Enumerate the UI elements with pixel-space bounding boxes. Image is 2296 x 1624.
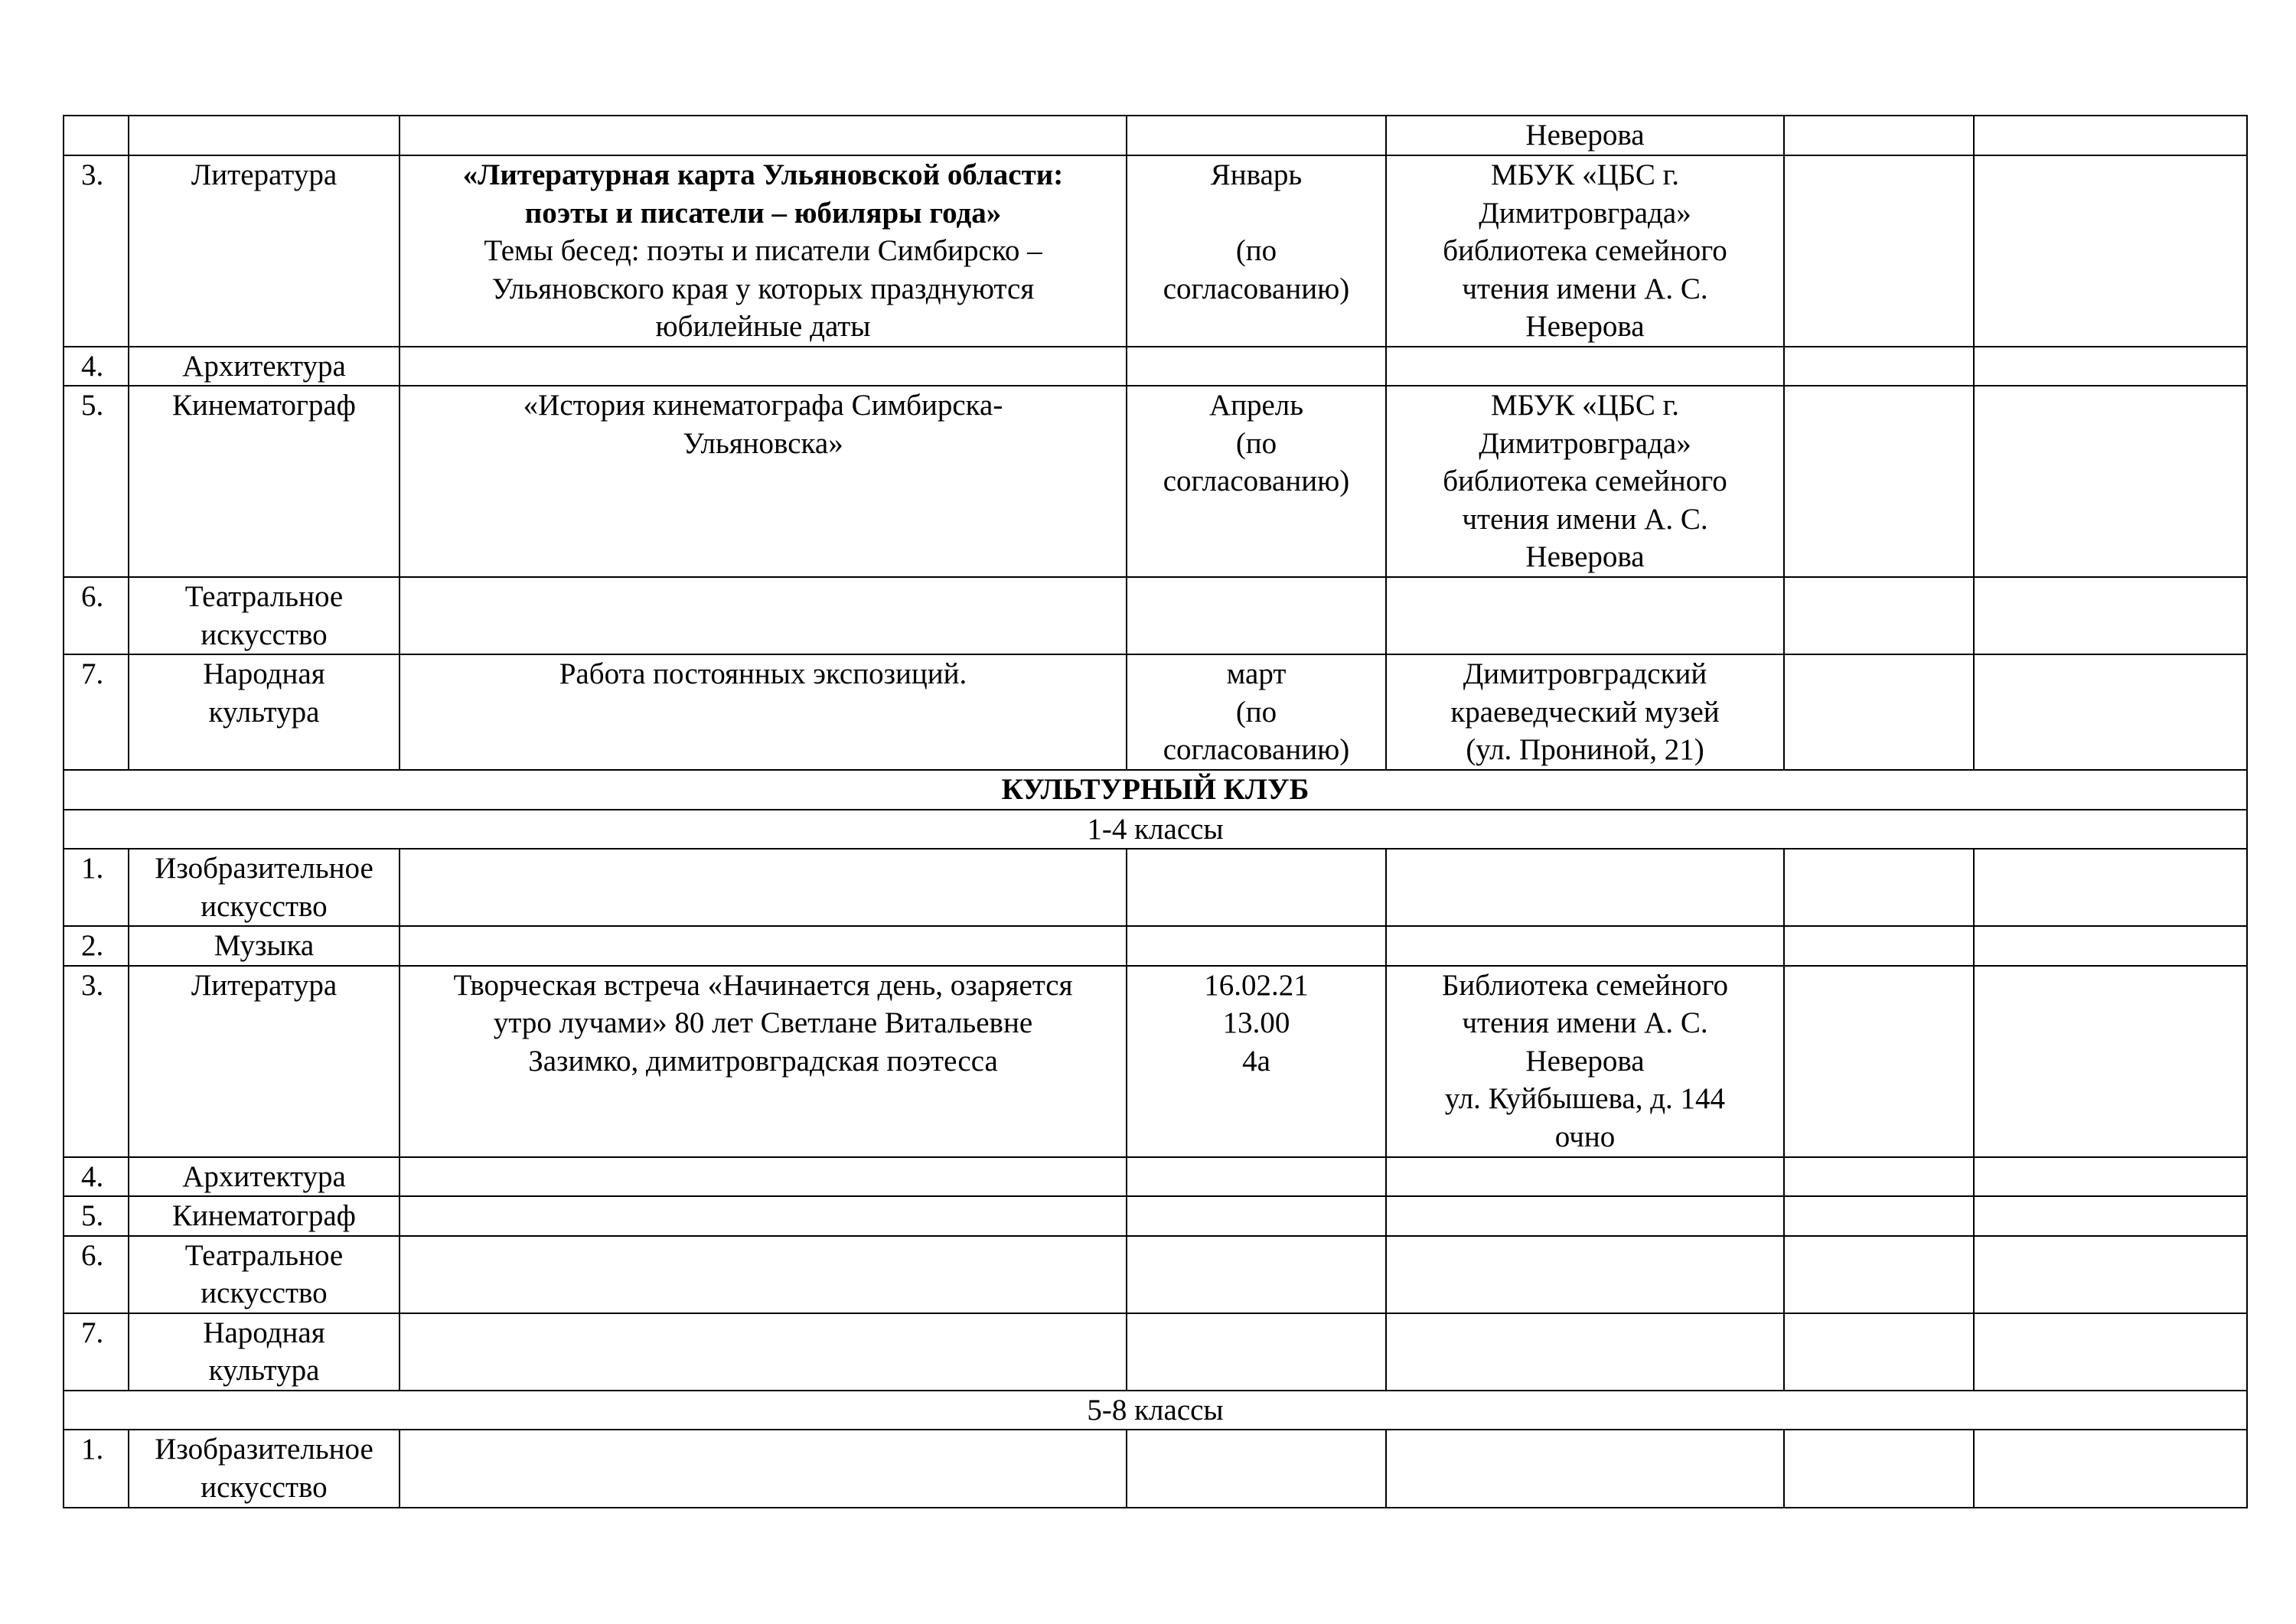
extra-cell-2 <box>1974 1236 2247 1313</box>
extra-cell-2 <box>1974 577 2247 654</box>
subject-line: Архитектура <box>182 1159 346 1193</box>
subject-line: искусство <box>201 1470 328 1504</box>
venue-line: очно <box>1554 1120 1616 1153</box>
venue-cell <box>1386 966 1784 1157</box>
subject-cell <box>129 849 400 926</box>
table-row <box>64 966 2247 1157</box>
subject-line: искусство <box>201 889 328 923</box>
table-row <box>64 577 2247 654</box>
event-cell <box>400 926 1127 966</box>
document-page <box>63 115 2246 1508</box>
extra-cell-2 <box>1974 1313 2247 1391</box>
date-cell <box>1127 347 1386 386</box>
venue-cell <box>1386 1313 1784 1391</box>
event-cell <box>400 577 1127 654</box>
events-plan-table <box>63 115 2248 1508</box>
date-line: (по <box>1235 426 1277 460</box>
event-cell <box>400 386 1127 577</box>
section-heading: КУЛЬТУРНЫЙ КЛУБ <box>64 770 2247 810</box>
event-cell <box>400 1313 1127 1391</box>
extra-cell-2 <box>1974 347 2247 386</box>
row-number-cell: 2. <box>64 926 129 966</box>
table-row <box>64 770 2247 810</box>
venue-line: Димитровграда» <box>1479 196 1691 230</box>
venue-cell <box>1386 386 1784 577</box>
venue-cell <box>1386 1236 1784 1313</box>
venue-line: МБУК «ЦБС г. <box>1491 389 1679 422</box>
row-number-cell: 5. <box>64 386 129 577</box>
venue-line: Димитровградский <box>1463 657 1707 690</box>
row-number-cell: 1. <box>64 1430 129 1508</box>
date-line: согласованию) <box>1163 272 1350 305</box>
subject-line: Театральное <box>184 1238 344 1272</box>
event-cell <box>400 155 1127 347</box>
table-row <box>64 1430 2247 1508</box>
venue-line: МБУК «ЦБС г. <box>1491 158 1679 191</box>
event-description-line: Зазимко, димитровградская поэтесса <box>528 1044 998 1078</box>
venue-line: (ул. Прониной, 21) <box>1466 733 1704 766</box>
subject-cell <box>129 654 400 770</box>
date-line: март <box>1226 657 1287 690</box>
date-line <box>1132 194 1381 233</box>
date-line: согласованию) <box>1163 465 1350 497</box>
extra-cell-2 <box>1974 1430 2247 1508</box>
date-cell <box>1127 155 1386 347</box>
extra-cell-2 <box>1974 386 2247 577</box>
date-cell <box>1127 1236 1386 1313</box>
subject-cell <box>129 926 400 966</box>
event-cell <box>400 1236 1127 1313</box>
date-line: (по <box>1235 234 1277 267</box>
row-number-cell: 5. <box>64 1196 129 1236</box>
date-line: 16.02.21 <box>1204 968 1309 1002</box>
venue-line: библиотека семейного <box>1443 234 1727 267</box>
row-number-cell: 7. <box>64 1313 129 1391</box>
subject-line: культура <box>208 695 320 729</box>
event-description-line: Творческая встреча «Начинается день, озаряется <box>453 968 1073 1002</box>
extra-cell-1 <box>1784 116 1974 155</box>
table-row <box>64 926 2247 966</box>
table-row <box>64 386 2247 577</box>
event-title-line: «Литературная карта Ульяновской области: <box>462 158 1064 191</box>
extra-cell-1 <box>1784 577 1974 654</box>
extra-cell-2 <box>1974 966 2247 1157</box>
date-cell <box>1127 577 1386 654</box>
venue-cell <box>1386 1430 1784 1508</box>
event-description-line: юбилейные даты <box>655 310 871 343</box>
subsection-heading: 1-4 классы <box>64 810 2247 850</box>
date-cell <box>1127 386 1386 577</box>
extra-cell-1 <box>1784 1157 1974 1197</box>
subject-line: Кинематограф <box>172 1199 356 1232</box>
extra-cell-1 <box>1784 966 1974 1157</box>
venue-line: библиотека семейного <box>1443 465 1727 497</box>
extra-cell-1 <box>1784 849 1974 926</box>
extra-cell-1 <box>1784 386 1974 577</box>
date-line: Апрель <box>1208 389 1304 422</box>
date-cell <box>1127 966 1386 1157</box>
date-cell <box>1127 1196 1386 1236</box>
extra-cell-2 <box>1974 849 2247 926</box>
table-row <box>64 116 2247 155</box>
table-row <box>64 1157 2247 1197</box>
subject-cell <box>129 1313 400 1391</box>
event-description-line: Работа постоянных экспозиций. <box>559 657 967 690</box>
venue-line: Неверова <box>1525 310 1645 343</box>
date-cell <box>1127 1157 1386 1197</box>
venue-line: Неверова <box>1525 1044 1645 1078</box>
extra-cell-1 <box>1784 654 1974 770</box>
date-cell <box>1127 849 1386 926</box>
extra-cell-2 <box>1974 654 2247 770</box>
event-description-line: утро лучами» 80 лет Светлане Витальевне <box>493 1006 1033 1039</box>
event-cell <box>400 347 1127 386</box>
subject-cell <box>129 386 400 577</box>
venue-cell <box>1386 577 1784 654</box>
extra-cell-1 <box>1784 1196 1974 1236</box>
venue-cell <box>1386 155 1784 347</box>
subject-cell <box>129 1430 400 1508</box>
date-line: (по <box>1235 695 1277 729</box>
table-row <box>64 1313 2247 1391</box>
extra-cell-1 <box>1784 1236 1974 1313</box>
extra-cell-2 <box>1974 926 2247 966</box>
venue-line: ул. Куйбышева, д. 144 <box>1444 1082 1726 1115</box>
table-row <box>64 155 2247 347</box>
subject-line: Архитектура <box>182 349 346 383</box>
table-row <box>64 654 2247 770</box>
venue-line: Библиотека семейного <box>1441 968 1729 1002</box>
subject-cell <box>129 577 400 654</box>
extra-cell-1 <box>1784 1430 1974 1508</box>
row-number-cell: 7. <box>64 654 129 770</box>
subject-line: Литература <box>191 968 338 1002</box>
subject-line: искусство <box>201 618 328 651</box>
event-description-line: «История кинематографа Симбирска- <box>523 389 1003 422</box>
table-row <box>64 1391 2247 1430</box>
subject-cell <box>129 1236 400 1313</box>
row-number-cell: 6. <box>64 577 129 654</box>
event-cell <box>400 1157 1127 1197</box>
events-plan-table-body <box>64 116 2247 1508</box>
event-description-line: Ульяновского края у которых празднуются <box>491 272 1035 305</box>
event-cell <box>400 1430 1127 1508</box>
row-number-cell: 3. <box>64 155 129 347</box>
event-description-line: Ульяновска» <box>683 426 843 460</box>
table-row <box>64 810 2247 850</box>
row-number-cell: 6. <box>64 1236 129 1313</box>
date-line: 13.00 <box>1222 1006 1290 1039</box>
extra-cell-2 <box>1974 155 2247 347</box>
date-line: Январь <box>1210 158 1303 191</box>
subject-line: Народная <box>203 657 325 690</box>
subject-cell <box>129 1196 400 1236</box>
row-number-cell: 4. <box>64 1157 129 1197</box>
event-cell <box>400 116 1127 155</box>
subject-cell <box>129 347 400 386</box>
subject-line: Народная <box>203 1316 325 1349</box>
extra-cell-1 <box>1784 155 1974 347</box>
table-row <box>64 1236 2247 1313</box>
subject-line: искусство <box>201 1277 328 1309</box>
event-cell <box>400 849 1127 926</box>
date-cell <box>1127 926 1386 966</box>
date-line: 4а <box>1242 1044 1270 1078</box>
date-line: согласованию) <box>1163 733 1350 766</box>
venue-line: чтения имени А. С. <box>1462 272 1708 305</box>
date-cell <box>1127 116 1386 155</box>
row-number-cell: 1. <box>64 849 129 926</box>
venue-line: Неверова <box>1525 119 1645 152</box>
subject-line: Изобразительное <box>155 852 373 885</box>
subject-line: Театральное <box>184 580 344 613</box>
row-number-cell <box>64 116 129 155</box>
venue-line: чтения имени А. С. <box>1462 1006 1708 1039</box>
venue-line: Димитровграда» <box>1479 426 1691 460</box>
extra-cell-1 <box>1784 926 1974 966</box>
venue-cell <box>1386 1157 1784 1197</box>
table-row <box>64 1196 2247 1236</box>
date-cell <box>1127 1430 1386 1508</box>
venue-cell <box>1386 926 1784 966</box>
venue-cell <box>1386 347 1784 386</box>
subject-line: Изобразительное <box>155 1433 373 1466</box>
table-row <box>64 849 2247 926</box>
event-cell <box>400 1196 1127 1236</box>
subject-line: Литература <box>191 158 338 191</box>
venue-cell <box>1386 654 1784 770</box>
subject-cell <box>129 116 400 155</box>
venue-cell <box>1386 116 1784 155</box>
venue-cell <box>1386 1196 1784 1236</box>
event-cell <box>400 654 1127 770</box>
extra-cell-1 <box>1784 1313 1974 1391</box>
row-number-cell: 4. <box>64 347 129 386</box>
event-cell <box>400 966 1127 1157</box>
extra-cell-1 <box>1784 347 1974 386</box>
table-row <box>64 347 2247 386</box>
subject-cell <box>129 155 400 347</box>
event-description-line: Темы бесед: поэты и писатели Симбирско – <box>484 234 1042 267</box>
venue-line: Неверова <box>1525 540 1645 573</box>
extra-cell-2 <box>1974 1157 2247 1197</box>
subject-line: Музыка <box>214 929 315 962</box>
subject-line: культура <box>208 1354 320 1387</box>
extra-cell-2 <box>1974 1196 2247 1236</box>
subject-cell <box>129 966 400 1157</box>
event-title-line: поэты и писатели – юбиляры года» <box>524 196 1002 230</box>
venue-cell <box>1386 849 1784 926</box>
subject-line: Кинематограф <box>172 389 356 422</box>
venue-line: чтения имени А. С. <box>1462 502 1708 536</box>
venue-line: краеведческий музей <box>1450 695 1720 729</box>
date-cell <box>1127 1313 1386 1391</box>
extra-cell-2 <box>1974 116 2247 155</box>
row-number-cell: 3. <box>64 966 129 1157</box>
subsection-heading: 5-8 классы <box>64 1391 2247 1430</box>
date-cell <box>1127 654 1386 770</box>
subject-cell <box>129 1157 400 1197</box>
